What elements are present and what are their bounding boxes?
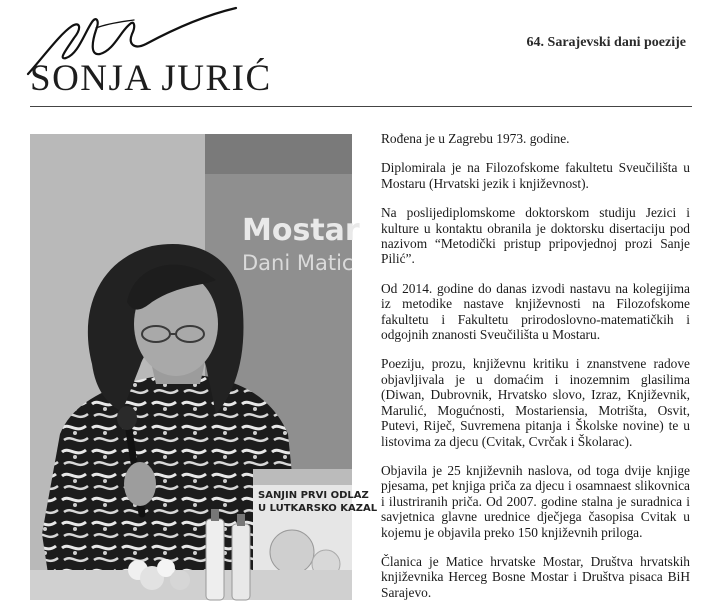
banner-text-line1: Mostar (242, 213, 360, 248)
banner-text-line2: Dani Matic (242, 251, 354, 275)
event-title: 64. Sarajevski dani poezije (526, 35, 686, 50)
book-title-line2: U LUTKARSKO KAZAL (258, 503, 378, 514)
author-photo (30, 134, 378, 600)
author-name: SONJA JURIĆ (30, 58, 272, 99)
bio-paragraph: Diplomirala je na Filozofskome fakultetu Sveučilišta u Mostaru (Hrvatski jezik i književnost). (381, 160, 690, 191)
bio-paragraph: Od 2014. godine do danas izvodi nastavu na kolegijima iz metodike nastave književnosti na Filozofskome fakultetu i Fakultetu prirodoslovno-matematičkih i odgojnih znanosti Sveučilišta u Mostaru. (381, 280, 690, 343)
bio-paragraph: Članica je Matice hrvatske Mostar, Društva hrvatskih književnika Herceg Bosne Mostar i Društva pisaca BiH Sarajevo. (381, 553, 690, 600)
header-divider (30, 106, 692, 107)
bio-paragraph: Poeziju, prozu, književnu kritiku i znanstvene radove objavljivala je u domaćim i inozemnim glasilima (Diwan, Dubrovnik, Hrvatsko slovo, Izraz, Književnik, Marulić, Mogućnosti, Mostariensia, Motrišta, Osvit, Putevi, Riječ, Suvremena pitanja i Školske novine) te u listovima za djecu (Cvitak, Cvrčak i Školarac). (381, 356, 690, 449)
bio-paragraph: Objavila je 25 književnih naslova, od toga dvije knjige pjesama, pet knjiga priča za djecu i osamnaest slikovnica i ilustriranih priča. Od 2007. godine stalna je suradnica i savjetnica glavne urednice dječjega časopisa Cvitak u kojemu je objavila preko 150 književnih priloga. (381, 462, 690, 540)
biography (381, 131, 690, 614)
bio-paragraph: Rođena je u Zagrebu 1973. godine. (381, 131, 570, 146)
book-title-line1: SANJIN PRVI ODLAZ (258, 490, 369, 501)
bio-paragraph: Na poslijediplomskome doktorskom studiju Jezici i kulture u kontaktu obranila je doktorsku disertaciju pod nazivom “Metodički pristup pripovjednoj prozi Sanje Pilić”. (381, 205, 690, 267)
